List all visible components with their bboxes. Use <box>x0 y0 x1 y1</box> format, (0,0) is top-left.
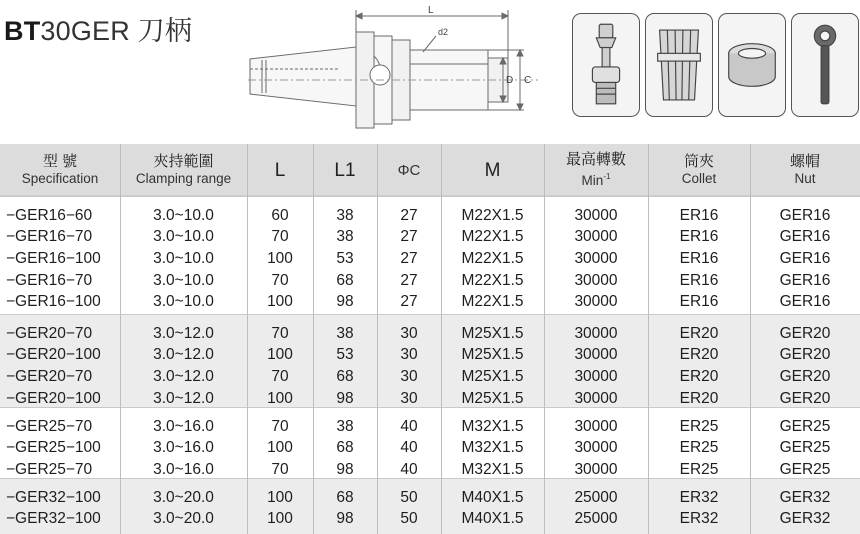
cell-max-speed: 30000 <box>574 346 618 364</box>
header-l1-label: L1 <box>334 159 356 181</box>
cell-collet: ER16 <box>679 293 719 311</box>
collet-icon <box>645 13 713 117</box>
cell-clamping-range: 3.0~16.0 <box>153 439 214 457</box>
cell-thread-m: M22X1.5 <box>461 228 524 246</box>
table-row <box>0 323 860 345</box>
title-brand: BT <box>4 16 41 46</box>
title-name: 刀柄 <box>137 16 193 46</box>
header-collet-en: Collet <box>681 171 717 186</box>
cell-clamping-range: 3.0~16.0 <box>153 460 214 478</box>
clamping-nut-icon <box>718 13 786 117</box>
cell-max-speed: 30000 <box>574 228 618 246</box>
header-clamping-range <box>120 144 247 196</box>
cell-thread-m: M22X1.5 <box>461 271 524 289</box>
cell-clamping-range: 3.0~10.0 <box>153 271 214 289</box>
table-row <box>0 487 860 509</box>
title-model: 30GER <box>40 16 130 46</box>
cell-collet: ER16 <box>679 206 719 224</box>
cell-phi-c: 40 <box>400 417 418 435</box>
header-l <box>247 144 313 196</box>
cell-thread-m: M40X1.5 <box>461 488 524 506</box>
cell-clamping-range: 3.0~10.0 <box>153 249 214 267</box>
table-row <box>0 438 860 460</box>
cell-spec: −GER32−100 <box>6 510 101 528</box>
cell-nut: GER20 <box>779 367 831 385</box>
cell-phi-c: 30 <box>400 389 418 407</box>
cell-phi-c: 40 <box>400 439 418 457</box>
cell-thread-m: M25X1.5 <box>461 324 524 342</box>
cell-max-speed: 30000 <box>574 439 618 457</box>
cell-max-speed: 25000 <box>574 488 618 506</box>
cell-thread-m: M32X1.5 <box>461 417 524 435</box>
cell-thread-m: M25X1.5 <box>461 367 524 385</box>
cell-l: 70 <box>271 228 289 246</box>
header-collet-zh: 筒夾 <box>683 153 714 170</box>
cell-nut: GER16 <box>779 249 831 267</box>
cell-clamping-range: 3.0~16.0 <box>153 417 214 435</box>
cell-l1: 98 <box>336 389 354 407</box>
header-nut-zh: 螺帽 <box>789 153 820 170</box>
cell-l: 70 <box>271 324 289 342</box>
cell-phi-c: 27 <box>400 249 418 267</box>
cell-phi-c: 30 <box>400 346 418 364</box>
cell-clamping-range: 3.0~12.0 <box>153 346 214 364</box>
cell-clamping-range: 3.0~10.0 <box>153 206 214 224</box>
header-specification-en: Specification <box>21 171 99 186</box>
cell-phi-c: 27 <box>400 293 418 311</box>
cell-max-speed: 30000 <box>574 417 618 435</box>
cell-max-speed: 30000 <box>574 206 618 224</box>
cell-collet: ER16 <box>679 249 719 267</box>
cell-collet: ER20 <box>679 389 719 407</box>
cell-phi-c: 27 <box>400 206 418 224</box>
cell-l: 100 <box>267 389 293 407</box>
cell-collet: ER20 <box>679 367 719 385</box>
cell-thread-m: M32X1.5 <box>461 439 524 457</box>
cell-max-speed: 30000 <box>574 389 618 407</box>
cell-phi-c: 30 <box>400 367 418 385</box>
cell-max-speed: 25000 <box>574 510 618 528</box>
cell-phi-c: 30 <box>400 324 418 342</box>
cell-phi-c: 50 <box>400 510 418 528</box>
cell-nut: GER16 <box>779 206 831 224</box>
cell-l1: 38 <box>336 228 354 246</box>
table-row <box>0 227 860 249</box>
cell-spec: −GER20−100 <box>6 346 101 364</box>
header-specification <box>0 144 120 196</box>
cell-max-speed: 30000 <box>574 460 618 478</box>
header-m <box>441 144 544 196</box>
cell-clamping-range: 3.0~20.0 <box>153 510 214 528</box>
column-divider <box>750 144 751 534</box>
header-specification-zh: 型 號 <box>42 153 78 170</box>
cell-nut: GER16 <box>779 228 831 246</box>
cell-l: 100 <box>267 346 293 364</box>
header-collet <box>648 144 750 196</box>
cell-max-speed: 30000 <box>574 367 618 385</box>
header-nut <box>750 144 860 196</box>
cell-thread-m: M22X1.5 <box>461 206 524 224</box>
cell-spec: −GER25−70 <box>6 460 93 478</box>
table-row <box>0 270 860 292</box>
tool-holder-drawing <box>248 2 538 134</box>
cell-l: 100 <box>267 249 293 267</box>
cell-l1: 98 <box>336 510 354 528</box>
dim-d2-label: d2 <box>438 27 449 37</box>
cell-phi-c: 50 <box>400 488 418 506</box>
cell-nut: GER32 <box>779 510 831 528</box>
page-title <box>4 14 192 48</box>
header-max-speed-en: Min <box>581 173 604 188</box>
cell-clamping-range: 3.0~10.0 <box>153 228 214 246</box>
header-l1 <box>313 144 377 196</box>
cell-nut: GER20 <box>779 389 831 407</box>
cell-thread-m: M22X1.5 <box>461 249 524 267</box>
table-row <box>0 205 860 227</box>
cell-collet: ER32 <box>679 488 719 506</box>
cell-nut: GER25 <box>779 417 831 435</box>
cell-spec: −GER16−100 <box>6 293 101 311</box>
dim-l-label: L <box>428 5 434 16</box>
cell-thread-m: M22X1.5 <box>461 293 524 311</box>
cell-max-speed: 30000 <box>574 249 618 267</box>
cell-l: 100 <box>267 439 293 457</box>
cell-clamping-range: 3.0~10.0 <box>153 293 214 311</box>
cell-l1: 38 <box>336 324 354 342</box>
cell-l: 70 <box>271 271 289 289</box>
cell-max-speed: 30000 <box>574 293 618 311</box>
header-clamping-range-zh: 夾持範圍 <box>153 153 214 170</box>
column-divider <box>247 144 248 534</box>
cell-nut: GER16 <box>779 293 831 311</box>
cell-collet: ER20 <box>679 346 719 364</box>
column-divider <box>120 144 121 534</box>
cell-l1: 98 <box>336 293 354 311</box>
cell-l1: 68 <box>336 271 354 289</box>
cell-l: 100 <box>267 510 293 528</box>
header-phi-c <box>377 144 441 196</box>
header-max-speed-zh: 最高轉數 <box>565 151 626 168</box>
cell-spec: −GER16−70 <box>6 271 93 289</box>
cell-phi-c: 27 <box>400 228 418 246</box>
cell-l: 100 <box>267 488 293 506</box>
row-group <box>0 196 860 314</box>
cell-spec: −GER20−70 <box>6 324 93 342</box>
header-max-speed-sup: -1 <box>603 172 611 181</box>
cell-nut: GER25 <box>779 439 831 457</box>
table-row <box>0 366 860 388</box>
header-l-label: L <box>274 159 286 181</box>
cell-spec: −GER25−70 <box>6 417 93 435</box>
cell-collet: ER32 <box>679 510 719 528</box>
cell-nut: GER25 <box>779 460 831 478</box>
header-m-label: M <box>484 159 501 181</box>
dim-d-label: D <box>506 75 514 86</box>
column-divider <box>544 144 545 534</box>
cell-nut: GER32 <box>779 488 831 506</box>
table-row <box>0 248 860 270</box>
cell-spec: −GER16−60 <box>6 206 93 224</box>
table-row <box>0 291 860 313</box>
cell-spec: −GER25−100 <box>6 439 101 457</box>
cell-spec: −GER20−70 <box>6 367 93 385</box>
table-row <box>0 416 860 438</box>
table-row <box>0 509 860 531</box>
dim-c-label: C <box>524 75 532 86</box>
cell-spec: −GER16−70 <box>6 228 93 246</box>
cell-spec: −GER16−100 <box>6 249 101 267</box>
cell-l1: 53 <box>336 346 354 364</box>
cell-l1: 98 <box>336 460 354 478</box>
cell-max-speed: 30000 <box>574 271 618 289</box>
cell-spec: −GER20−100 <box>6 389 101 407</box>
cell-clamping-range: 3.0~20.0 <box>153 488 214 506</box>
cell-l1: 38 <box>336 417 354 435</box>
cell-l1: 68 <box>336 439 354 457</box>
column-divider <box>377 144 378 534</box>
pull-stud-icon <box>572 13 640 117</box>
cell-l: 60 <box>271 206 289 224</box>
row-group <box>0 407 860 478</box>
wrench-icon <box>791 13 859 117</box>
cell-phi-c: 40 <box>400 460 418 478</box>
header-clamping-range-en: Clamping range <box>135 171 232 186</box>
cell-nut: GER20 <box>779 324 831 342</box>
cell-l: 70 <box>271 367 289 385</box>
table-header <box>0 144 860 196</box>
row-group <box>0 478 860 534</box>
cell-thread-m: M32X1.5 <box>461 460 524 478</box>
cell-l: 70 <box>271 460 289 478</box>
cell-l1: 68 <box>336 488 354 506</box>
header-phi-c-label: ΦC <box>397 161 421 179</box>
column-divider <box>441 144 442 534</box>
cell-thread-m: M40X1.5 <box>461 510 524 528</box>
cell-phi-c: 27 <box>400 271 418 289</box>
header-nut-en: Nut <box>794 171 816 186</box>
cell-thread-m: M25X1.5 <box>461 389 524 407</box>
column-divider <box>648 144 649 534</box>
cell-nut: GER20 <box>779 346 831 364</box>
row-group <box>0 314 860 407</box>
cell-clamping-range: 3.0~12.0 <box>153 367 214 385</box>
cell-collet: ER16 <box>679 271 719 289</box>
column-divider <box>313 144 314 534</box>
cell-collet: ER25 <box>679 417 719 435</box>
cell-max-speed: 30000 <box>574 324 618 342</box>
spec-table <box>0 144 860 534</box>
cell-l1: 38 <box>336 206 354 224</box>
cell-l1: 53 <box>336 249 354 267</box>
cell-clamping-range: 3.0~12.0 <box>153 324 214 342</box>
cell-thread-m: M25X1.5 <box>461 346 524 364</box>
cell-spec: −GER32−100 <box>6 488 101 506</box>
cell-collet: ER20 <box>679 324 719 342</box>
cell-l1: 68 <box>336 367 354 385</box>
cell-collet: ER25 <box>679 439 719 457</box>
cell-nut: GER16 <box>779 271 831 289</box>
table-row <box>0 345 860 367</box>
cell-collet: ER25 <box>679 460 719 478</box>
cell-clamping-range: 3.0~12.0 <box>153 389 214 407</box>
cell-l: 100 <box>267 293 293 311</box>
cell-l: 70 <box>271 417 289 435</box>
cell-collet: ER16 <box>679 228 719 246</box>
header-max-speed <box>544 144 648 196</box>
